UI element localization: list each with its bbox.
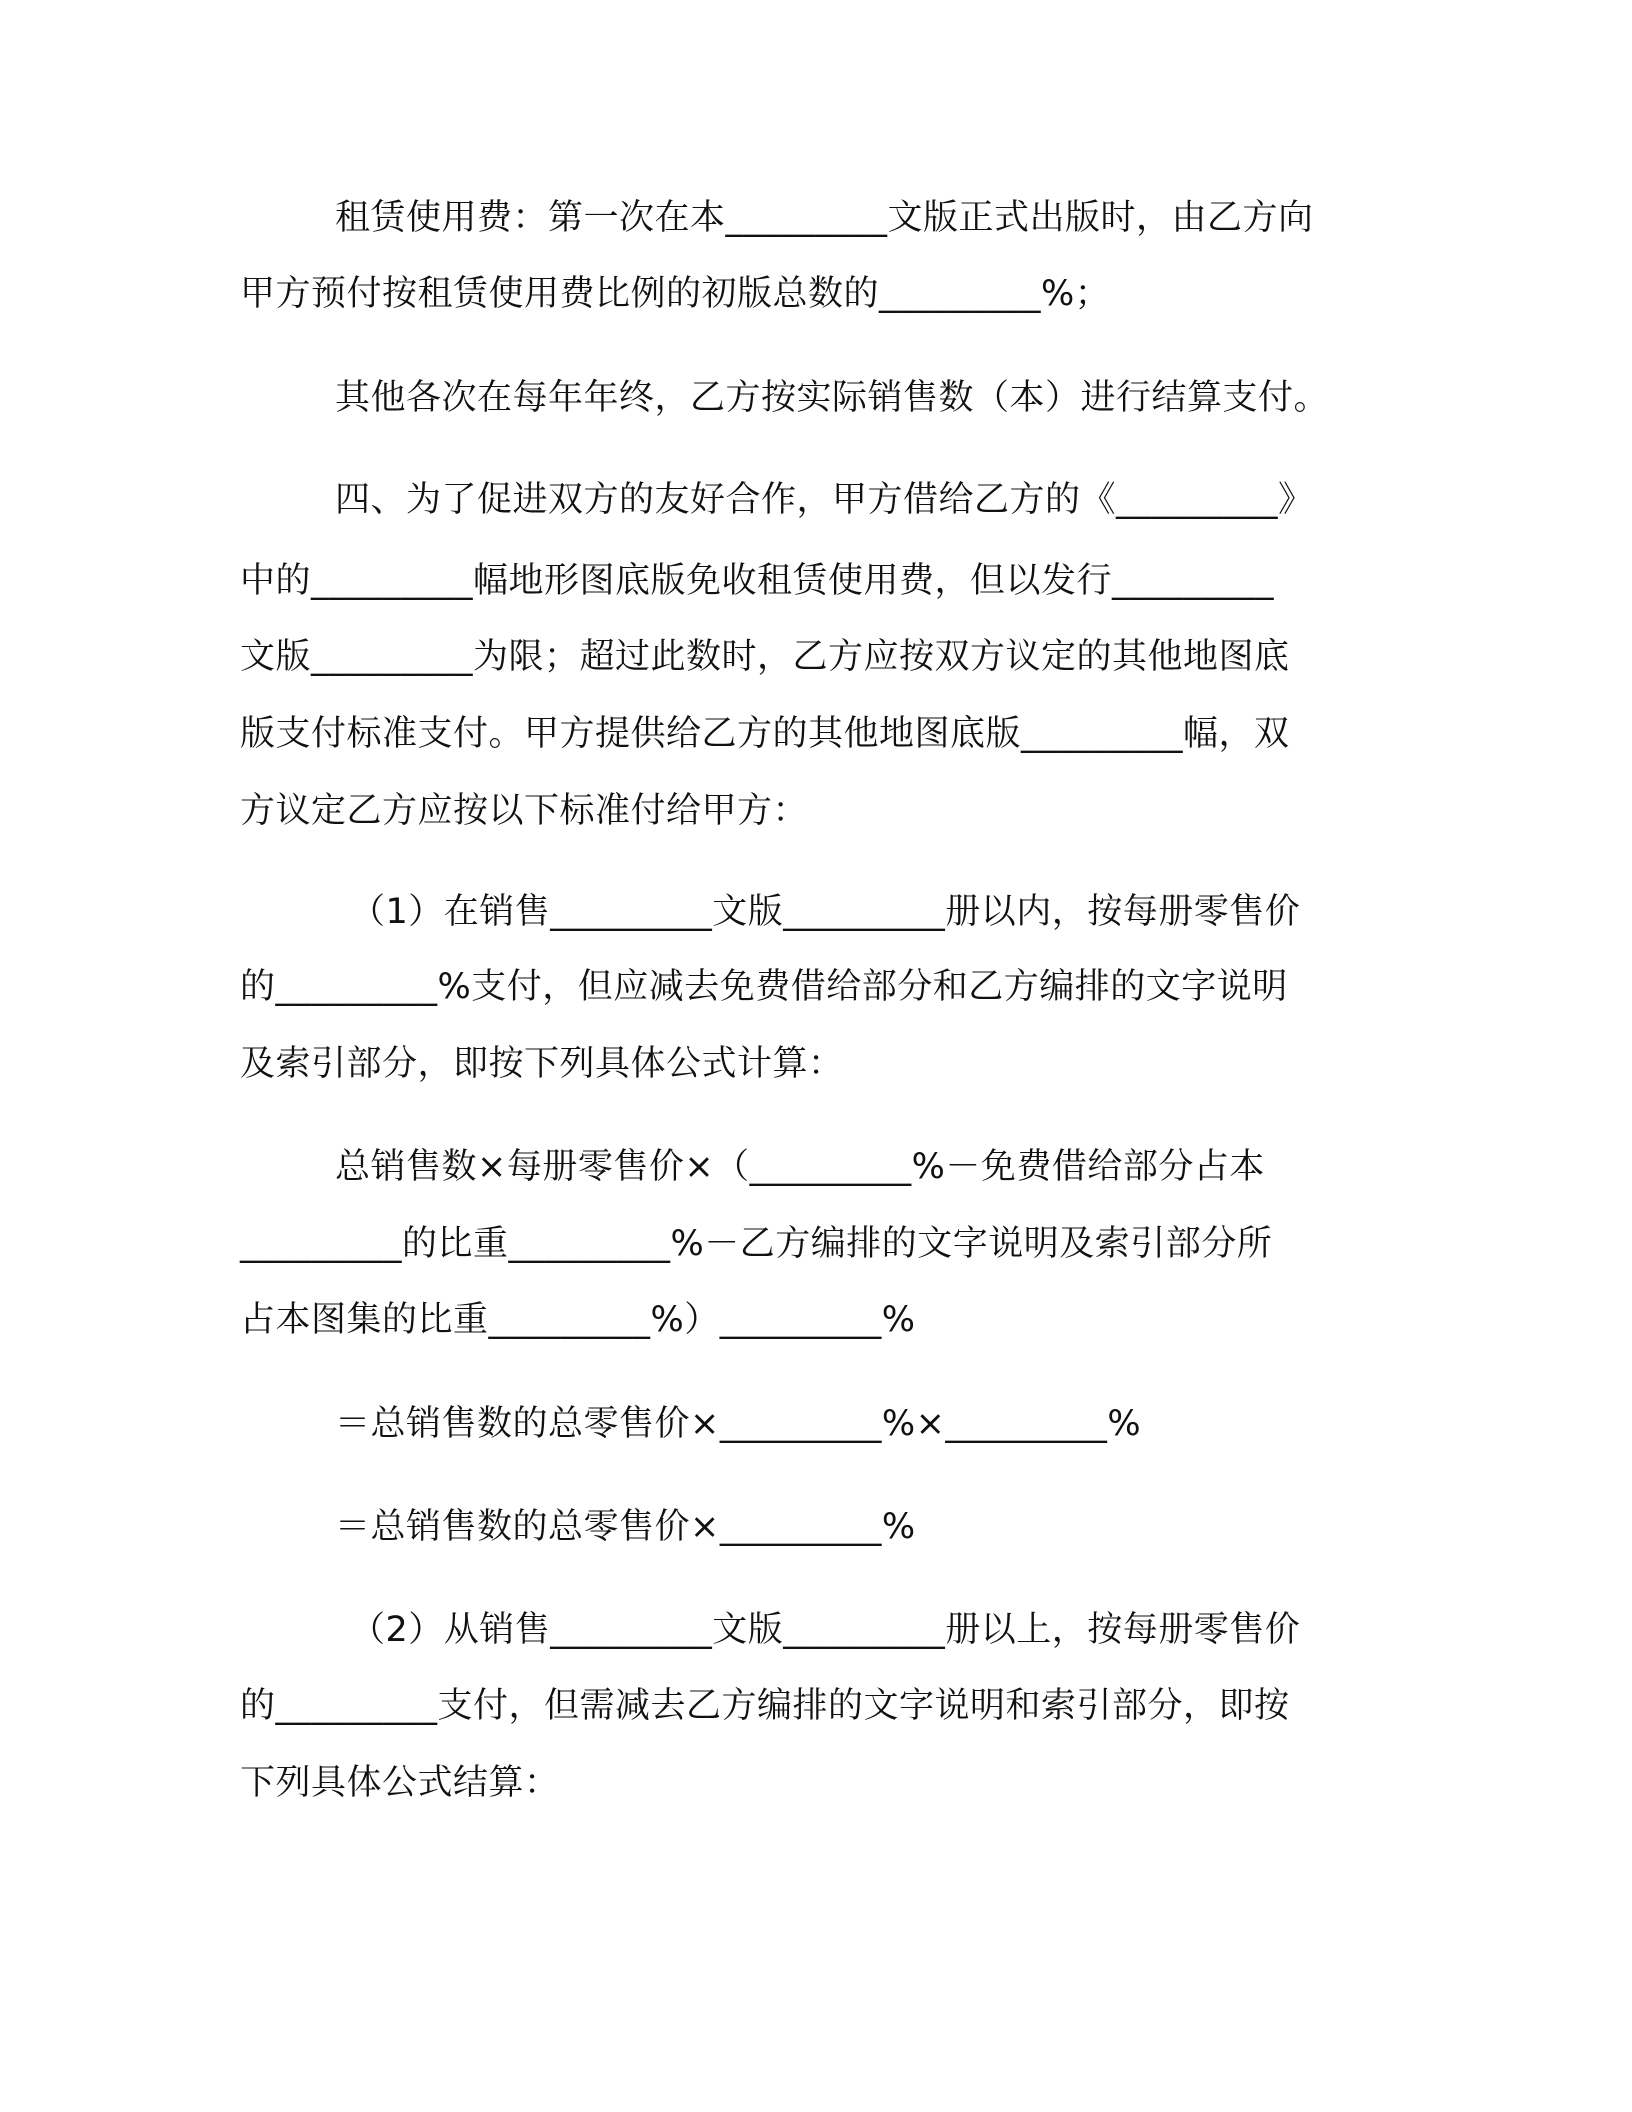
doc-line-5: 中的_________幅地形图底版免收租赁使用费，但以发行_________ [240,561,1275,601]
doc-line-13: _________的比重_________%－乙方编排的文字说明及索引部分所 [240,1224,1273,1264]
doc-line-1: 租赁使用费：第一次在本_________文版正式出版时，由乙方向 [335,198,1314,238]
doc-line-10: 的_________%支付，但应减去免费借给部分和乙方编排的文字说明 [240,967,1288,1007]
doc-line-17: （2）从销售_________文版_________册以上，按每册零售价 [350,1610,1301,1650]
doc-line-3: 其他各次在每年年终，乙方按实际销售数（本）进行结算支付。 [335,378,1330,418]
doc-line-4: 四、为了促进双方的友好合作，甲方借给乙方的《_________》 [335,480,1314,520]
doc-line-14: 占本图集的比重_________%）_________% [240,1300,916,1340]
doc-line-16: ＝总销售数的总零售价×_________% [335,1507,916,1547]
doc-line-18: 的_________支付，但需减去乙方编排的文字说明和索引部分，即按 [240,1686,1290,1726]
doc-line-15: ＝总销售数的总零售价×_________%×_________% [335,1404,1142,1444]
doc-line-2: 甲方预付按租赁使用费比例的初版总数的_________%； [240,274,1111,314]
doc-line-11: 及索引部分，即按下列具体公式计算： [240,1044,844,1084]
doc-line-9: （1）在销售_________文版_________册以内，按每册零售价 [350,892,1301,932]
doc-line-7: 版支付标准支付。甲方提供给乙方的其他地图底版_________幅，双 [240,714,1290,754]
doc-line-19: 下列具体公式结算： [240,1763,560,1803]
doc-line-8: 方议定乙方应按以下标准付给甲方： [240,791,809,831]
doc-line-6: 文版_________为限；超过此数时，乙方应按双方议定的其他地图底 [240,637,1290,677]
doc-line-12: 总销售数×每册零售价×（_________%－免费借给部分占本 [335,1147,1265,1187]
